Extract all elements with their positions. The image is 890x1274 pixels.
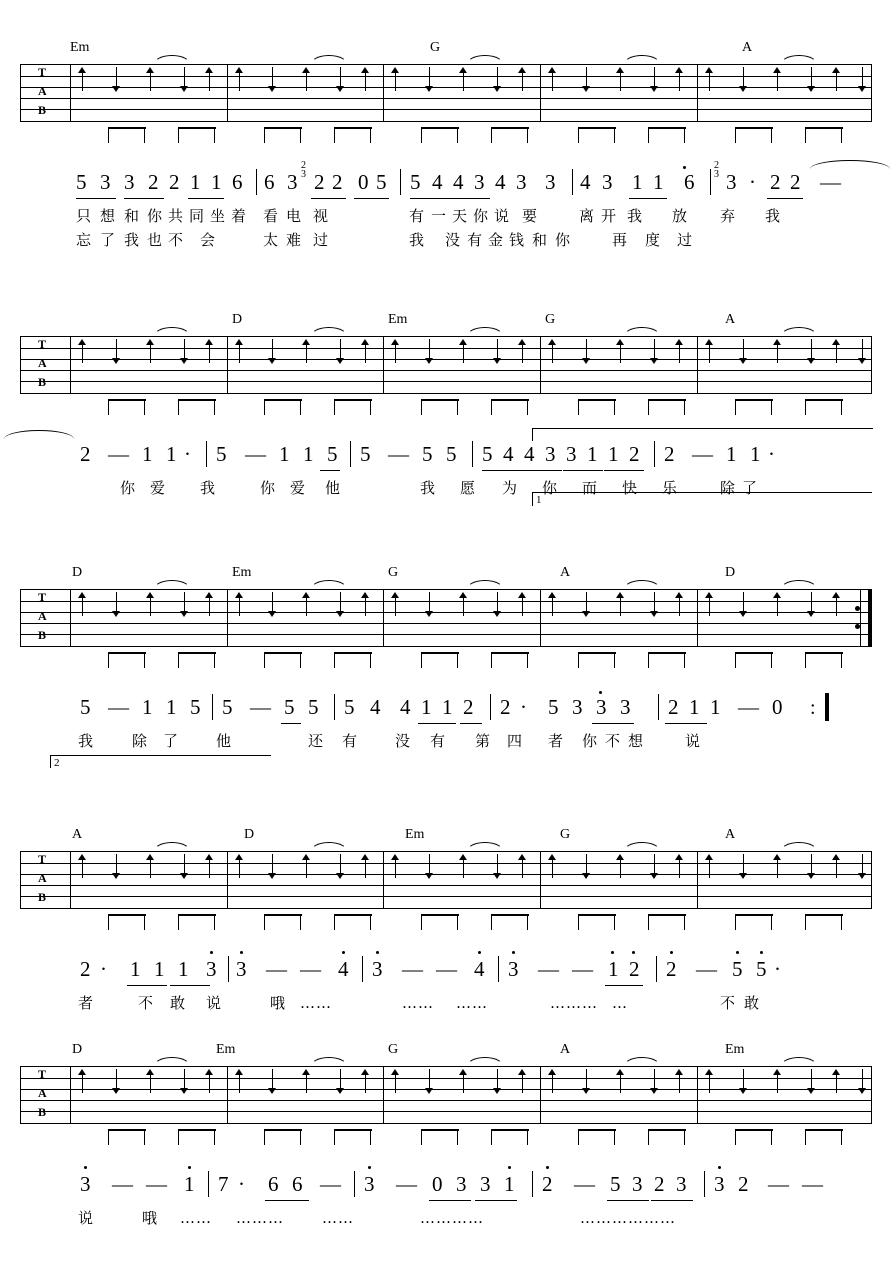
repeat-dot <box>855 606 860 611</box>
chord-symbol: A <box>725 312 736 327</box>
tab-staff-4 <box>20 851 872 909</box>
rhythm-stems <box>78 121 878 143</box>
tab-clef: T A B <box>38 852 47 904</box>
chord-symbol: A <box>560 565 571 580</box>
chord-symbol: Em <box>725 1042 745 1057</box>
chord-row-3 <box>20 565 872 585</box>
repeat-end-symbol: : <box>810 697 816 719</box>
chord-symbol: A <box>742 40 753 55</box>
chord-symbol: D <box>72 565 83 580</box>
barline <box>227 65 228 121</box>
staff-line <box>20 109 872 110</box>
chord-row-4 <box>20 827 872 847</box>
chord-symbol: A <box>725 827 736 842</box>
chord-symbol: D <box>244 827 255 842</box>
chord-symbol: A <box>560 1042 571 1057</box>
barline <box>70 65 71 121</box>
system-4 <box>0 827 890 1055</box>
chord-symbol: D <box>725 565 736 580</box>
tab-clef: T A B <box>38 337 47 389</box>
chord-symbol: Em <box>70 40 90 55</box>
chord-row-2 <box>20 312 872 332</box>
tab-staff-1 <box>20 64 872 122</box>
system-3 <box>0 565 890 793</box>
chord-symbol: G <box>388 565 399 580</box>
tab-clef: T A B <box>38 65 47 117</box>
chord-row-1 <box>20 40 872 60</box>
first-ending-bracket <box>532 428 873 441</box>
tab-staff-2 <box>20 336 872 394</box>
barline <box>697 65 698 121</box>
chord-symbol: D <box>232 312 243 327</box>
chord-symbol: A <box>72 827 83 842</box>
chord-symbol: G <box>545 312 556 327</box>
chord-symbol: D <box>72 1042 83 1057</box>
notation-row-1: 5 3 3 2 2 1 1 6 6 3 2 3 2 2 0 5 5 4 4 3 4 3 3 4 3 1 1 6 2 3 3 · 2 2 — 只 想 和 你 共 同 坐 着 看 电 视 有 一 天 你 说 要 离 开 我 放 弃 我 忘 了 我 也 不 会 太 难 过 我 没 有 金 钱 和 你 再 度 过 <box>20 172 872 268</box>
tab-staff-3 <box>20 589 872 647</box>
chord-symbol: Em <box>405 827 425 842</box>
chord-symbol: Em <box>388 312 408 327</box>
system-2 <box>0 312 890 540</box>
barline <box>383 65 384 121</box>
chord-symbol: Em <box>216 1042 236 1057</box>
tab-staff-5 <box>20 1066 872 1124</box>
staff-line <box>20 98 872 99</box>
barline <box>20 65 21 121</box>
tab-clef: T A B <box>38 590 47 642</box>
notation-row-3: 5 — 1 1 5 5 — 5 5 5 4 4 1 1 2 2 · 5 3 3 3 2 1 1 — 0 : 我 除 了 他 还 有 没 有 第 四 者 你 不 想 说 2 <box>20 697 872 793</box>
repeat-dot <box>855 624 860 629</box>
ending-number: 1 <box>536 494 542 506</box>
barline <box>871 65 872 121</box>
chord-symbol: G <box>430 40 441 55</box>
system-5 <box>0 1042 890 1270</box>
notation-row-5: 3 — — 1 7 · 6 6 — 3 — 0 3 3 1 2 — 5 3 2 3 3 2 — — 说 哦 … … … … … … … … … … … … … … … … … <box>20 1174 872 1270</box>
tab-clef: T A B <box>38 1067 47 1119</box>
chord-row-5 <box>20 1042 872 1062</box>
system-1 <box>0 40 890 268</box>
staff-line <box>20 76 872 77</box>
chord-symbol: Em <box>232 565 252 580</box>
repeat-barline <box>868 590 872 646</box>
notation-row-2: 2 — 1 1 · 5 — 1 1 5 5 — 5 5 5 4 4 3 3 1 1 2 2 — 1 1 · 你 爱 我 你 爱 他 我 愿 为 你 而 快 乐 除 了 1 <box>20 444 872 540</box>
barline <box>540 65 541 121</box>
ending-number: 2 <box>54 757 60 769</box>
second-ending-bracket <box>50 755 271 768</box>
notation-row-4: 2 · 1 1 1 3 3 — — 4 3 — — 4 3 — — 1 2 2 — 5 5 · 者 不 敢 说 哦 … … … … … … … … … … 不 敢 <box>20 959 872 1055</box>
chord-symbol: G <box>388 1042 399 1057</box>
chord-symbol: G <box>560 827 571 842</box>
